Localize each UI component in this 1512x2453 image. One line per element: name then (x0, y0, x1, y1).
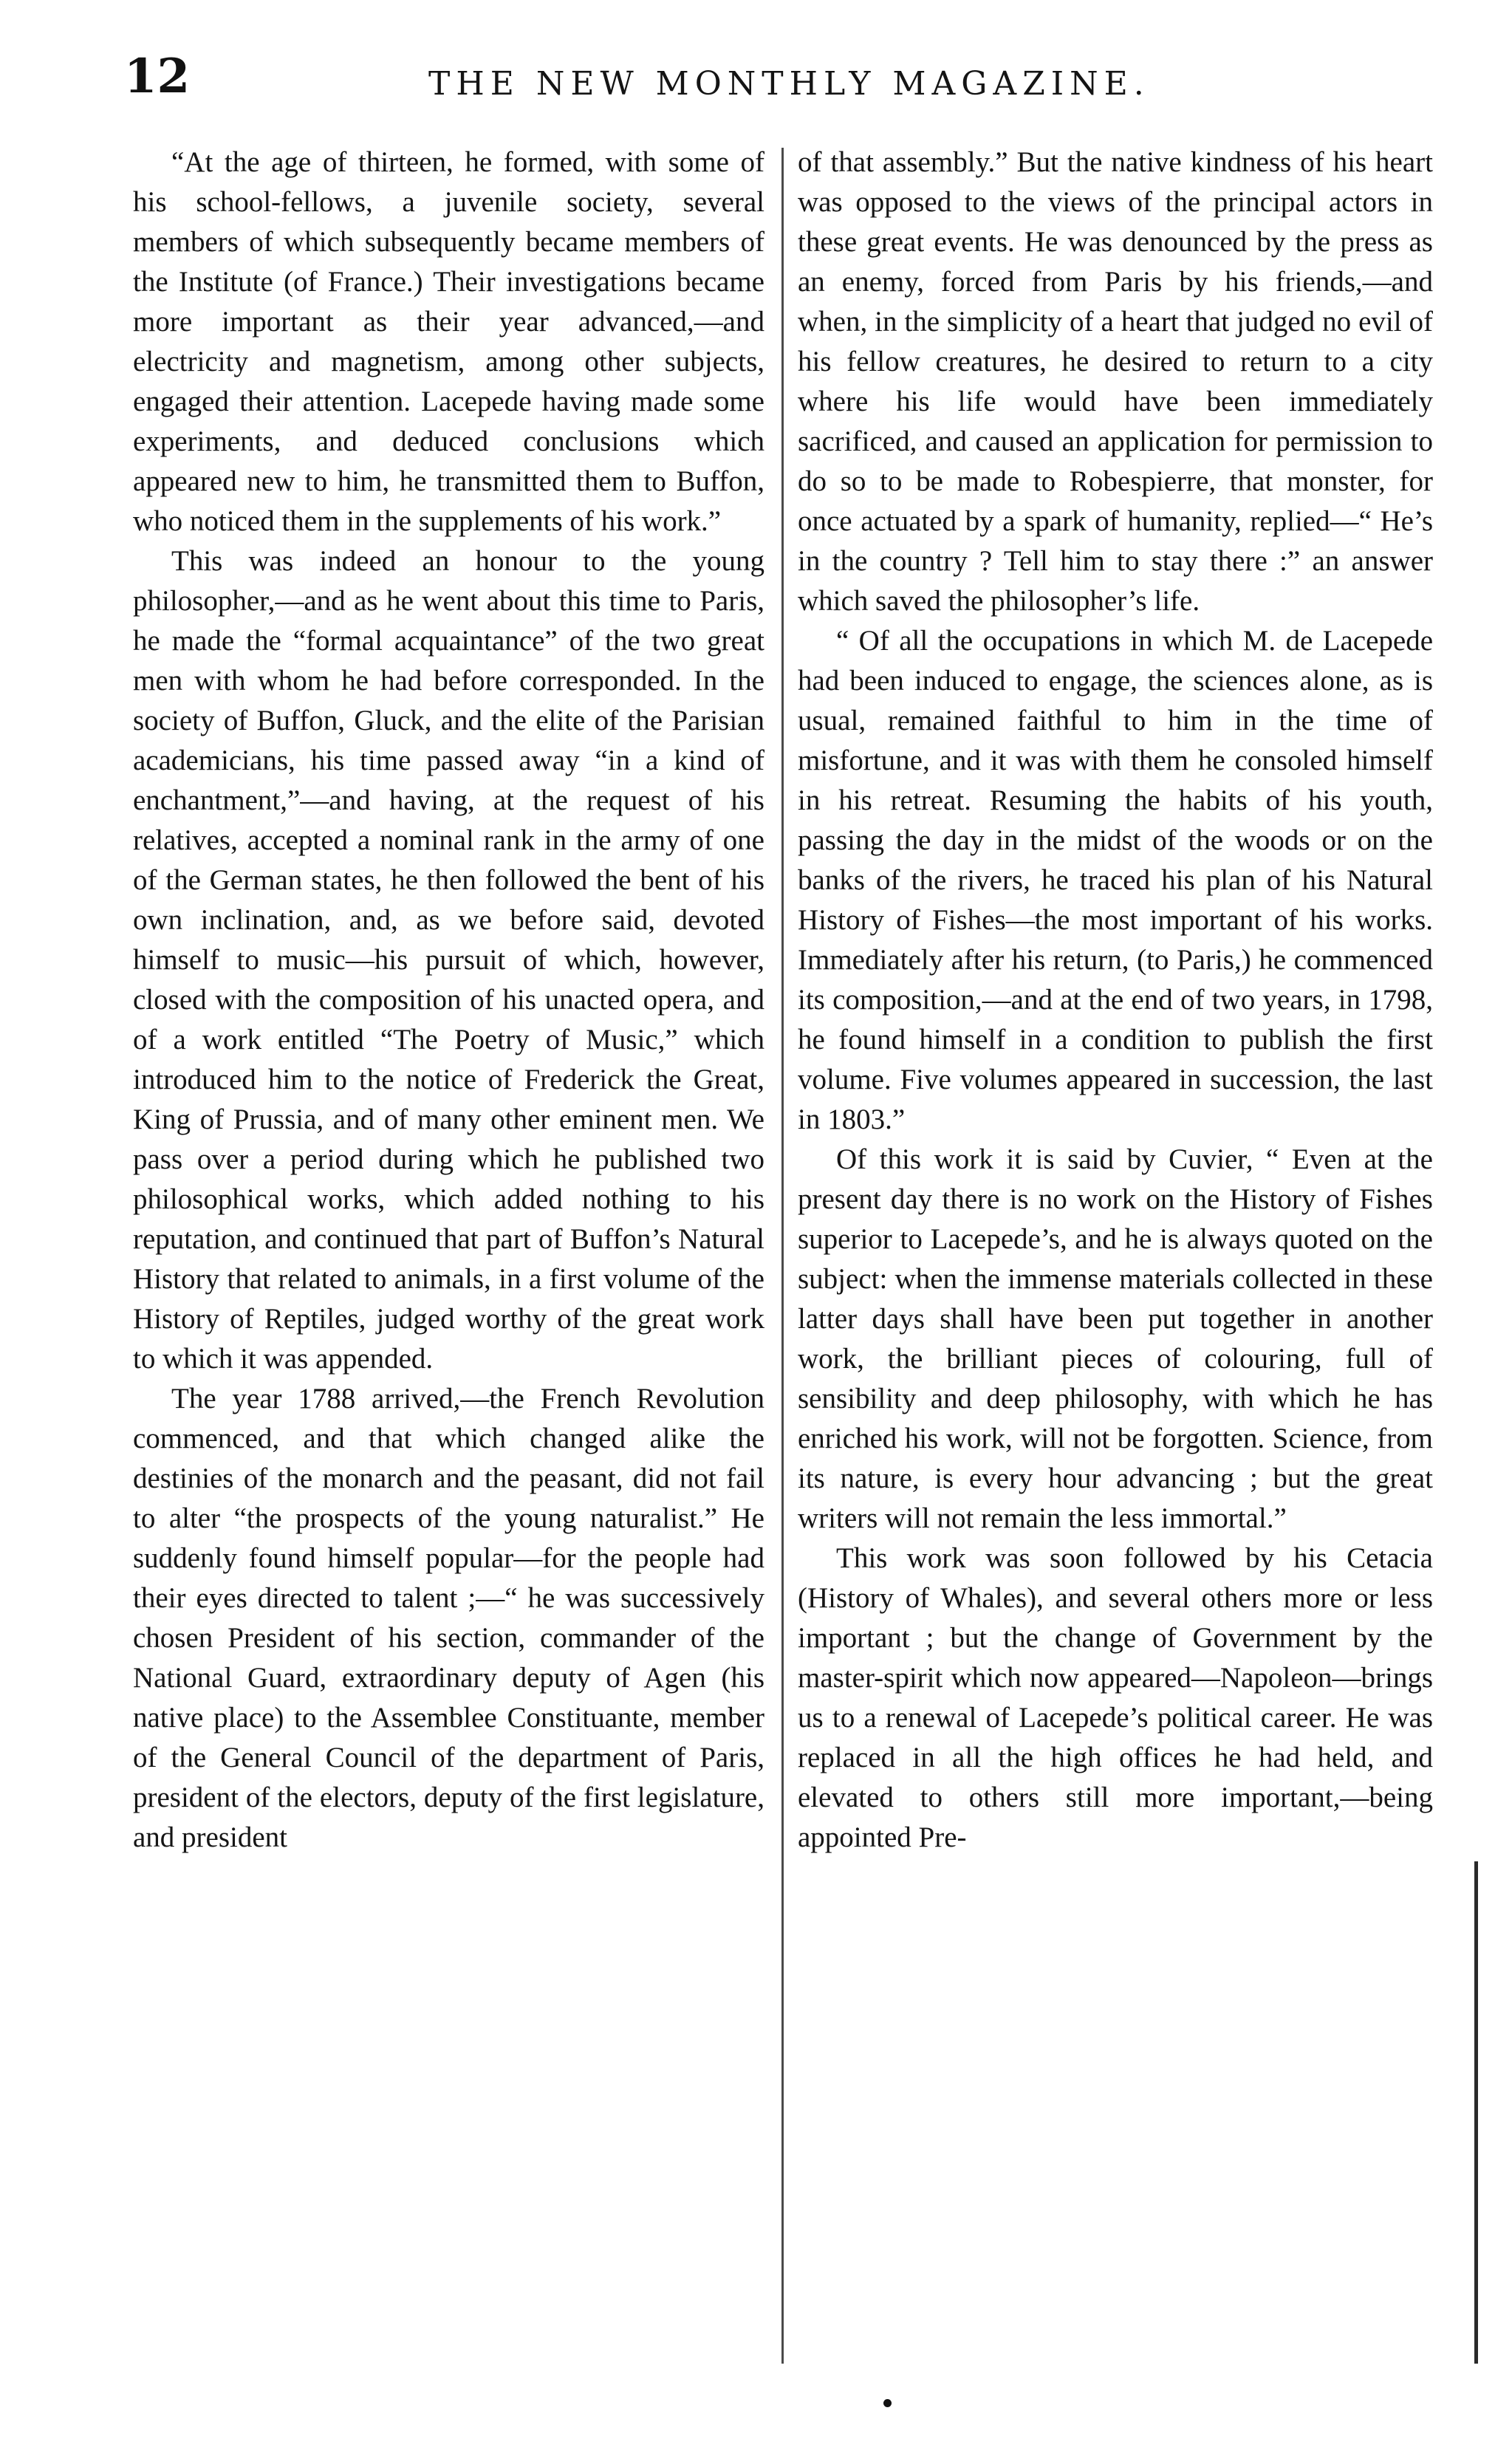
page-number: 12 (124, 49, 191, 104)
running-title: THE NEW MONTHLY MAGAZINE. (428, 65, 1150, 103)
paragraph: “ Of all the occupations in which M. de Lacepede had been induced to engage, the sciences alone, as is usual, remained faithful to him in the time of misfortune, and it was with them he consoled himself in his retreat. Resuming the habits of his youth, passing the day in the midst of the woods or on the banks of the rivers, he traced his plan of his Natural History of Fishes—the most important of his works. Immediately after his return, (to Paris,) he commenced its composition,—and at the end of two years, in 1798, he found himself in a condition to publish the first volume. Five volumes appeared in succession, the last in 1803.” (798, 625, 1433, 1135)
paragraph: This was indeed an honour to the young philosopher,—and as he went about this time to Paris, he made the “formal acquaintance” of the two great men with whom he had before corresponded. In the society of Buffon, Gluck, and the elite of the Parisian academicians, his time passed away “in a kind of enchantment,”—and having, at the request of his relatives, accepted a nominal rank in the army of one of the German states, he then followed the bent of his own inclination, and, as we before said, devoted himself to music—his pursuit of which, however, closed with the composition of his unacted opera, and of a work entitled “The Poetry of Music,” which introduced him to the notice of Frederick the Great, King of Prussia, and of many other eminent men. We pass over a period during which he published two philosophical works, which added nothing to his reputation, and continued that part of Buffon’s Natural History that related to animals, in a first volume of the History of Reptiles, judged worthy of the great work to which it was appended. (133, 545, 764, 1375)
paragraph: This work was soon followed by his Cetacia (History of Whales), and several others more or less important ; but the change of Government by the master-spirit which now appeared—Napoleon—brings us to a renewal of Lacepede’s political career. He was replaced in all the high offices he had held, and elevated to others still more important,—being appointed Pre- (798, 1542, 1433, 1853)
paragraph: Of this work it is said by Cuvier, “ Even at the present day there is no work on the History of Fishes superior to Lacepede’s, and he is always quoted on the subject: when the immense materials collected in these latter days shall have been put together in another work, the brilliant pieces of colouring, full of sensibility and deep philosophy, with which he has enriched his work, will not be forgotten. Science, from its nature, is every hour advancing ; but the great writers will not remain the less immortal.” (798, 1143, 1433, 1534)
paragraph-continued: of that assembly.” But the native kindness of his heart was opposed to the views of the principal actors in these great events. He was denounced by the press as an enemy, forced from Paris by his friends,—and when, in the simplicity of a heart that judged no evil of his fellow creatures, he desired to return to a city where his life would have been immediately sacrificed, and caused an application for permission to do so to be made to Robespierre, that monster, for once actuated by a spark of humanity, replied—“ He’s in the country ? Tell him to stay there :” an answer which saved the philosopher’s life. (798, 146, 1433, 617)
right-column (798, 143, 1433, 1858)
left-column (133, 143, 764, 1858)
printer-mark (883, 2399, 892, 2407)
paragraph: The year 1788 arrived,—the French Revolution commenced, and that which changed alike the destinies of the monarch and the peasant, did not fail to alter “the prospects of the young naturalist.” He suddenly found himself popular—for the people had their eyes directed to talent ;—“ he was successively chosen President of his section, commander of the National Guard, extraordinary deputy of Agen (his native place) to the Assemblee Constituante, member of the General Council of the department of Paris, president of the electors, deputy of the first legislature, and president (133, 1383, 764, 1853)
paragraph: “At the age of thirteen, he formed, with some of his school-fellows, a juvenile society, several members of which subsequently became members of the Institute (of France.) Their investigations became more important as their year advanced,—and electricity and magnetism, among other subjects, engaged their attention. Lacepede having made some experiments, and deduced conclusions which appeared new to him, he transmitted them to Buffon, who noticed them in the supplements of his work.” (133, 146, 764, 537)
column-divider (781, 148, 784, 2364)
page-edge-shadow (1474, 1861, 1478, 2364)
